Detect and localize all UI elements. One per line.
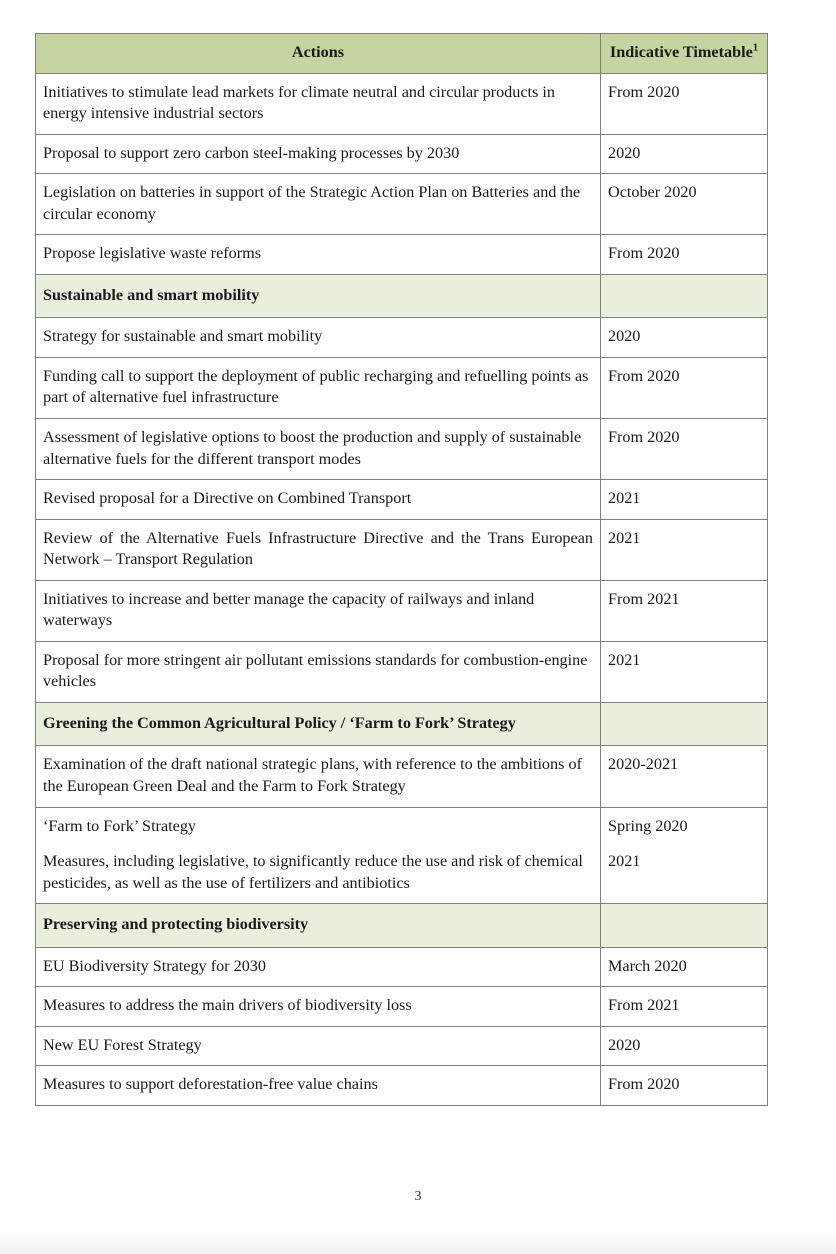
- action-cell: Proposal to support zero carbon steel-making processes by 2030: [36, 134, 601, 174]
- action-cell: New EU Forest Strategy: [36, 1026, 601, 1066]
- timetable-cell: March 2020: [601, 947, 768, 987]
- table-row: [36, 235, 768, 275]
- timetable-cell: 2021: [601, 480, 768, 520]
- table-row: [36, 73, 768, 134]
- timetable-cell: From 2020: [601, 357, 768, 418]
- table-row: [36, 480, 768, 520]
- action-cell: Propose legislative waste reforms: [36, 235, 601, 275]
- timetable-cell: From 2021: [601, 580, 768, 641]
- timetable-cell: [601, 904, 768, 948]
- table-row: [36, 1026, 768, 1066]
- timetable-cell: 2021: [601, 519, 768, 580]
- section-header-row: [36, 702, 768, 746]
- column-header-timetable-label: Indicative Timetable: [609, 43, 753, 61]
- section-header-row: [36, 904, 768, 948]
- table-body: [36, 73, 768, 1105]
- action-cell: EU Biodiversity Strategy for 2030: [36, 947, 601, 987]
- timetable-cell: From 2021: [601, 987, 768, 1027]
- actions-timetable-table: [35, 33, 768, 1106]
- action-cell: Revised proposal for a Directive on Combined Transport: [36, 480, 601, 520]
- section-title-cell: Preserving and protecting biodiversity: [36, 904, 601, 948]
- header-row: [36, 34, 768, 74]
- table-row: [36, 519, 768, 580]
- table-row: [36, 134, 768, 174]
- action-cell: Examination of the draft national strategic plans, with reference to the ambitions of the European Green Deal and the Farm to Fork Strategy: [36, 746, 601, 807]
- action-cell: Assessment of legislative options to boost the production and supply of sustainable alternative fuels for the different transport modes: [36, 419, 601, 480]
- section-header-row: [36, 274, 768, 318]
- table-row: [36, 947, 768, 987]
- timetable-cell: October 2020: [601, 174, 768, 235]
- table-row: [36, 174, 768, 235]
- table-row: [36, 1066, 768, 1106]
- table-row: [36, 419, 768, 480]
- table-row: [36, 987, 768, 1027]
- action-cell: Legislation on batteries in support of the Strategic Action Plan on Batteries and the circular economy: [36, 174, 601, 235]
- action-cell: Funding call to support the deployment of public recharging and refuelling points as part of alternative fuel infrastructure: [36, 357, 601, 418]
- timetable-cell: 2020: [601, 134, 768, 174]
- timetable-paragraph: 2021: [608, 852, 641, 871]
- timetable-cell: From 2020: [601, 419, 768, 480]
- action-cell: Initiatives to increase and better manage the capacity of railways and inland waterways: [36, 580, 601, 641]
- timetable-cell: [601, 702, 768, 746]
- page-number: 3: [414, 1189, 422, 1204]
- column-header-indicative-timetable: [601, 34, 768, 74]
- footnote-marker: 1: [752, 41, 759, 54]
- action-cell: Initiatives to stimulate lead markets for climate neutral and circular products in energy intensive industrial sectors: [36, 73, 601, 134]
- timetable-cell: [601, 274, 768, 318]
- table-row: [36, 318, 768, 358]
- timetable-paragraph: Spring 2020: [608, 816, 688, 835]
- table-row: [36, 746, 768, 807]
- table-row: [36, 357, 768, 418]
- timetable-cell: From 2020: [601, 73, 768, 134]
- action-cell: [36, 807, 601, 904]
- timetable-cell: 2020: [601, 318, 768, 358]
- action-cell: Measures to address the main drivers of biodiversity loss: [36, 987, 601, 1027]
- timetable-cell: 2020: [601, 1026, 768, 1066]
- table-row: [36, 807, 768, 904]
- action-paragraph: Measures, including legislative, to significantly reduce the use and risk of chemical pesticides, as well as the use of fertilizers and antibiotics: [43, 852, 583, 892]
- timetable-cell: 2021: [601, 641, 768, 702]
- table-row: [36, 580, 768, 641]
- table-row: [36, 641, 768, 702]
- action-cell: Proposal for more stringent air pollutant emissions standards for combustion-engine vehicles: [36, 641, 601, 702]
- timetable-cell: [601, 807, 768, 904]
- timetable-cell: 2020-2021: [601, 746, 768, 807]
- section-title-cell: Greening the Common Agricultural Policy / ‘Farm to Fork’ Strategy: [36, 702, 601, 746]
- action-paragraph: ‘Farm to Fork’ Strategy: [43, 816, 197, 835]
- section-title-cell: Sustainable and smart mobility: [36, 274, 601, 318]
- timetable-cell: From 2020: [601, 1066, 768, 1106]
- timetable-cell: From 2020: [601, 235, 768, 275]
- action-cell: Review of the Alternative Fuels Infrastructure Directive and the Trans European Network – Transport Regulation: [36, 519, 601, 580]
- action-cell: Measures to support deforestation-free value chains: [36, 1066, 601, 1106]
- page-bottom-edge: [0, 1228, 836, 1254]
- table-header: [36, 34, 768, 74]
- column-header-actions: Actions: [36, 34, 601, 74]
- action-cell: Strategy for sustainable and smart mobility: [36, 318, 601, 358]
